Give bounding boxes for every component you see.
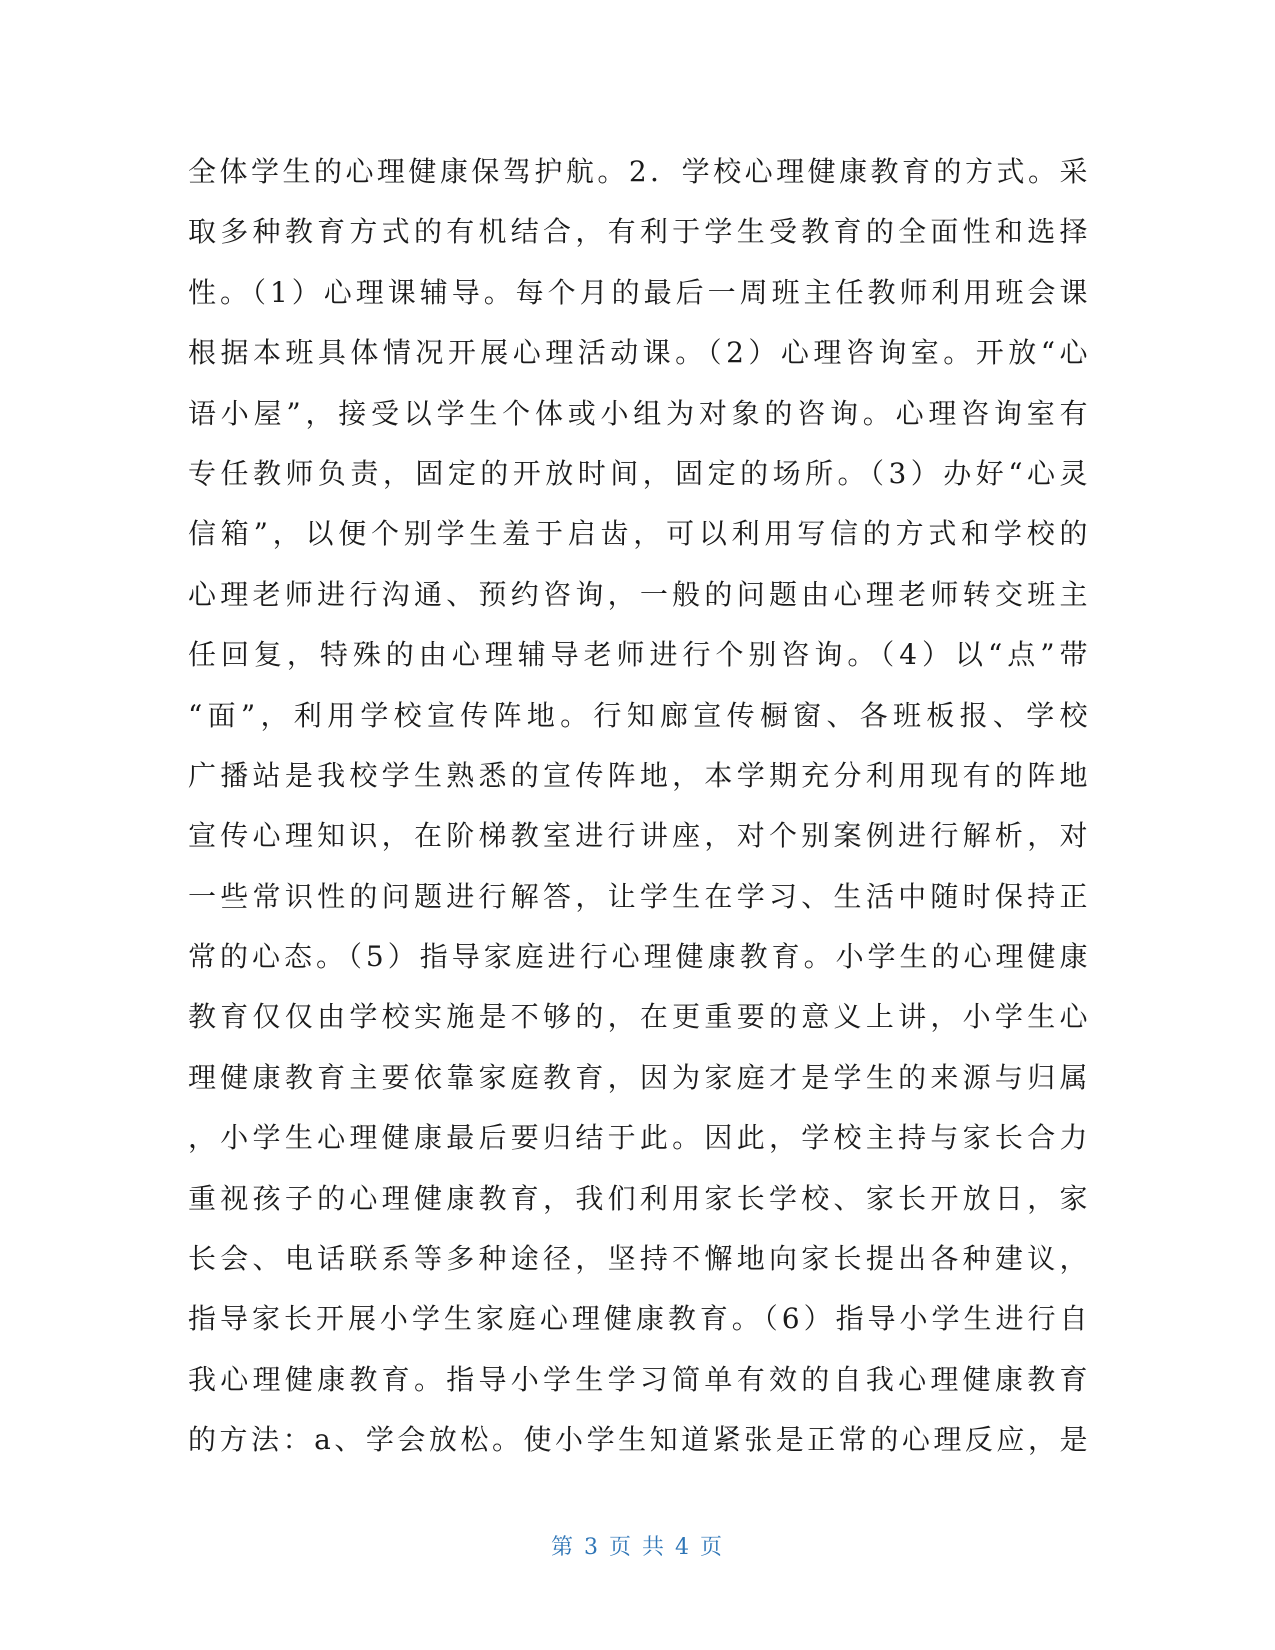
text-line: 心理老师进行沟通、预约咨询，一般的问题由心理老师转交班主 — [188, 577, 1088, 611]
text-line: 宣传心理知识，在阶梯教室进行讲座，对个别案例进行解析，对 — [188, 819, 1088, 853]
page-number-footer: 第 3 页 共 4 页 — [551, 1535, 724, 1560]
text-line: 任回复，特殊的由心理辅导老师进行个别咨询。（4）以“点”带 — [188, 638, 1088, 672]
text-line: 性。（1）心理课辅导。每个月的最后一周班主任教师利用班会课 — [188, 275, 1088, 309]
text-line: 一些常识性的问题进行解答，让学生在学习、生活中随时保持正 — [188, 879, 1088, 913]
text-line: 指导家长开展小学生家庭心理健康教育。（6）指导小学生进行自 — [188, 1302, 1088, 1336]
text-line: 语小屋”，接受以学生个体或小组为对象的咨询。心理咨询室有 — [188, 396, 1088, 430]
text-line: 取多种教育方式的有机结合，有利于学生受教育的全面性和选择 — [188, 215, 1088, 249]
text-line: 广播站是我校学生熟悉的宣传阵地，本学期充分利用现有的阵地 — [188, 758, 1088, 792]
text-line: 信箱”，以便个别学生羞于启齿，可以利用写信的方式和学校的 — [188, 517, 1088, 551]
text-line: 我心理健康教育。指导小学生学习简单有效的自我心理健康教育 — [188, 1362, 1088, 1396]
text-line: 长会、电话联系等多种途径，坚持不懈地向家长提出各种建议， — [188, 1242, 1088, 1276]
text-line: 理健康教育主要依靠家庭教育，因为家庭才是学生的来源与归属 — [188, 1060, 1088, 1094]
text-line: 专任教师负责，固定的开放时间，固定的场所。（3）办好“心灵 — [188, 456, 1088, 490]
text-line: 根据本班具体情况开展心理活动课。（2）心理咨询室。开放“心 — [188, 336, 1088, 370]
text-line: 的方法：a、学会放松。使小学生知道紧张是正常的心理反应，是 — [188, 1423, 1088, 1457]
text-line: 全体学生的心理健康保驾护航。2．学校心理健康教育的方式。采 — [188, 155, 1088, 188]
text-line: 常的心态。（5）指导家庭进行心理健康教育。小学生的心理健康 — [188, 940, 1088, 974]
text-line: 教育仅仅由学校实施是不够的，在更重要的意义上讲，小学生心 — [188, 1000, 1088, 1034]
text-line: 重视孩子的心理健康教育，我们利用家长学校、家长开放日，家 — [188, 1181, 1088, 1215]
text-line: “面”，利用学校宣传阵地。行知廊宣传橱窗、各班板报、学校 — [188, 698, 1088, 732]
text-line: ，小学生心理健康最后要归结于此。因此，学校主持与家长合力 — [188, 1121, 1088, 1155]
body-text — [188, 142, 1088, 1471]
